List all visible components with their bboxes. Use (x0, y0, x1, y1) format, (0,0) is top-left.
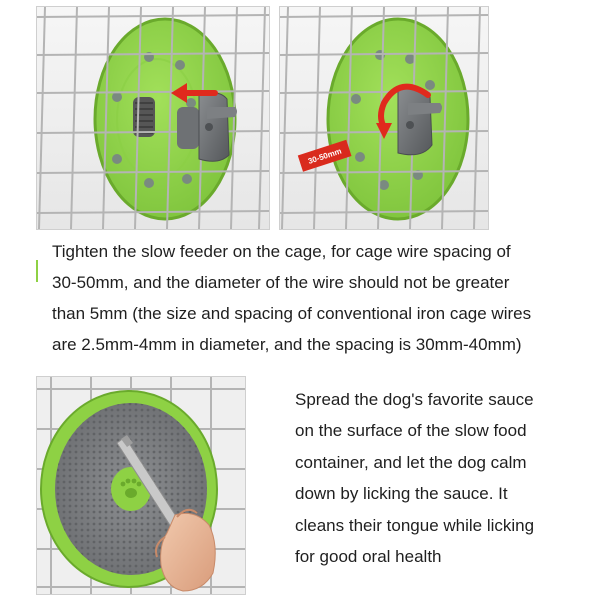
sauce-line: cleans their tongue while licking (295, 515, 535, 535)
sauce-line: on the surface of the slow food (295, 421, 527, 441)
size-tag-label: 30-50mm (306, 146, 343, 166)
sauce-line: container, and let the dog calm (295, 452, 527, 472)
accent-bar (36, 260, 38, 282)
photo-spreading-sauce (36, 376, 246, 595)
sauce-line: down by licking the sauce. It (295, 484, 508, 504)
feeder-attach-illustration (37, 7, 269, 229)
instruction-line: than 5mm (the size and spacing of conventional iron cage wires (52, 304, 532, 323)
instruction-line: 30-50mm, and the diameter of the wire should not be greater (52, 273, 510, 292)
spreading-sauce-illustration (37, 377, 245, 594)
instruction-line: are 2.5mm-4mm in diameter, and the spacing is 30mm-40mm) (52, 335, 522, 354)
photo-feeder-attach (36, 6, 270, 230)
photo-knob-tightened (279, 6, 489, 230)
instruction-text (52, 236, 582, 360)
knob-tightened-illustration (280, 7, 488, 229)
sauce-text (295, 384, 595, 572)
sauce-line: Spread the dog's favorite sauce (295, 390, 534, 409)
sauce-line: for good oral health (295, 547, 442, 567)
instruction-line: Tighten the slow feeder on the cage, for cage wire spacing of (52, 242, 511, 261)
